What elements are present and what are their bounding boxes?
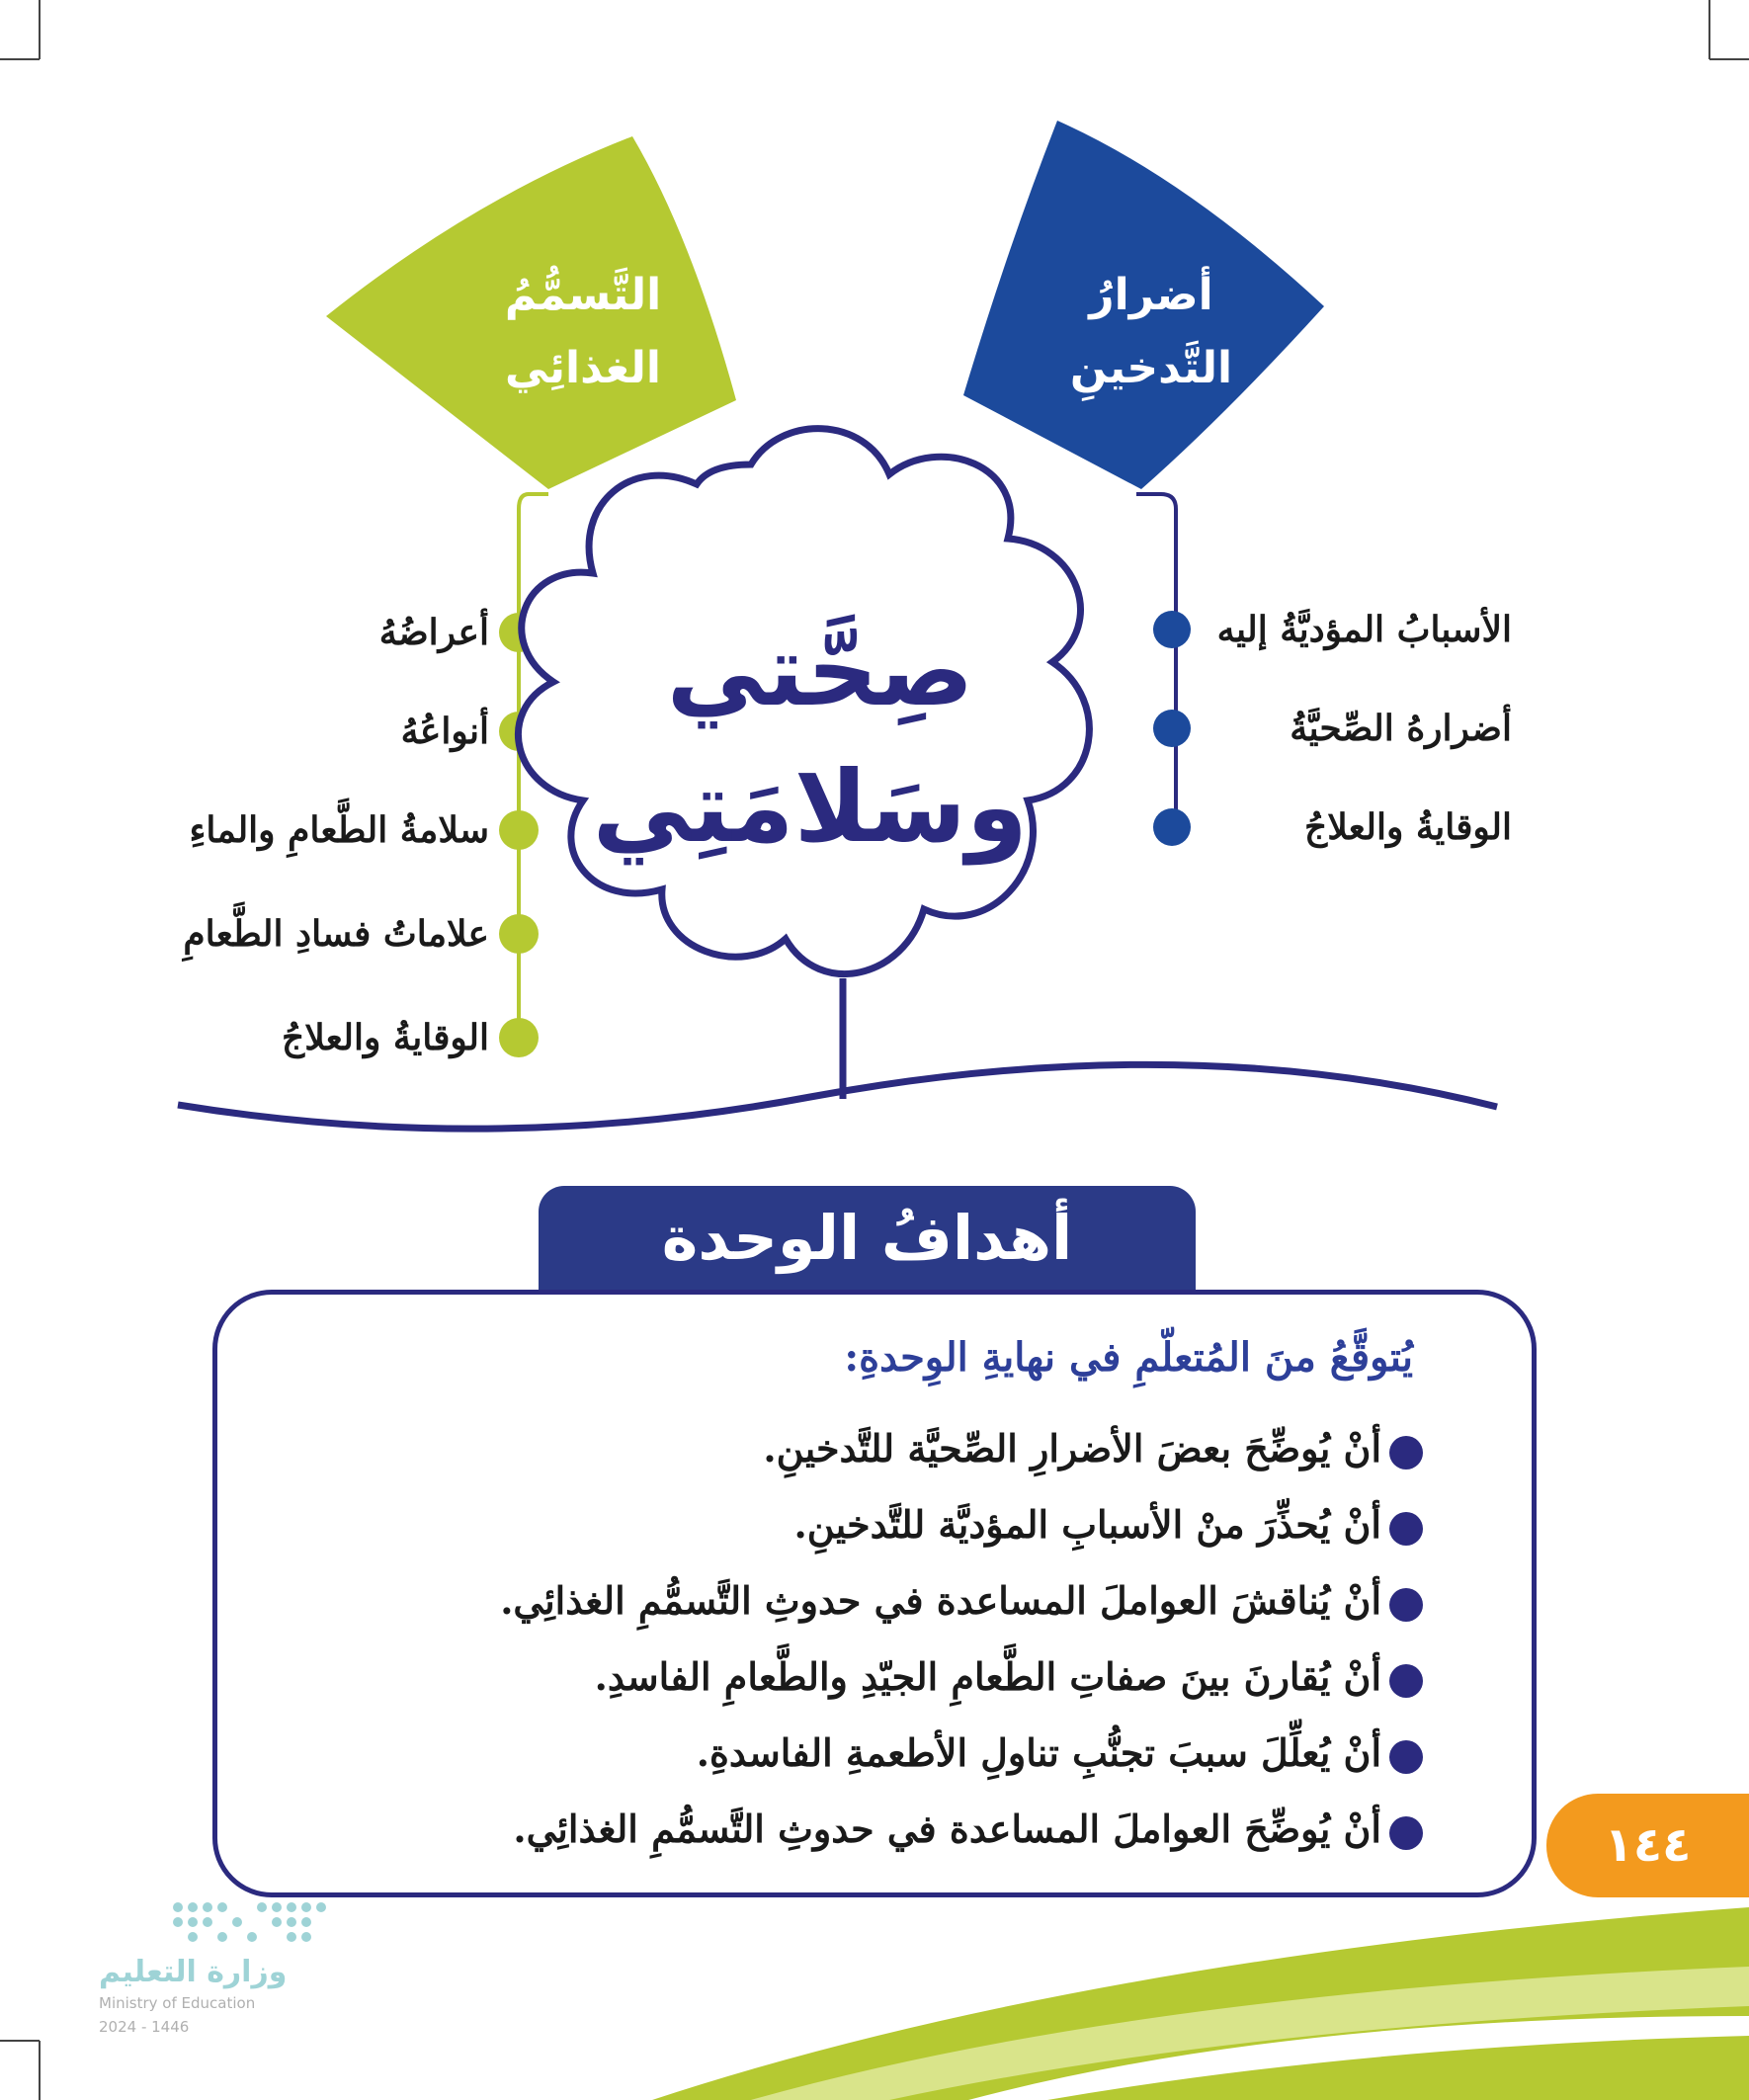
- left-item-food-safety: سلامةُ الطَّعامِ والماءِ: [189, 809, 489, 851]
- goal-item: [763, 1421, 1423, 1476]
- goal-item: [595, 1649, 1423, 1705]
- blue-petal-title-line1: أضرارُ: [1089, 270, 1213, 320]
- goal-item: [697, 1725, 1423, 1781]
- left-item-types: أنواعُهُ: [400, 711, 489, 752]
- green-petal-title: [425, 259, 741, 405]
- center-title-line2: وسَلامَتِي: [592, 749, 1028, 865]
- goals-heading: أهدافُ الوحدة: [539, 1186, 1196, 1290]
- left-item-prevention: الوقايةُ والعلاجُ: [281, 1017, 489, 1058]
- goal-bullet: [1389, 1436, 1423, 1470]
- goal-bullet: [1389, 1512, 1423, 1546]
- left-item-symptoms: أعراضُهُ: [378, 612, 489, 653]
- goal-item: [794, 1497, 1423, 1553]
- blue-petal-title-line2: التَّدخينِ: [1069, 343, 1233, 393]
- right-bullets: [1153, 611, 1191, 846]
- goal-text: أنْ يُناقشَ العواملَ المساعدة في حدوثِ التَّسمُّمِ الغذائِي.: [500, 1578, 1381, 1623]
- ministry-name-ar: وزارة التعليم: [99, 1955, 288, 1989]
- right-item-prevention: الوقايةُ والعلاجُ: [1303, 806, 1512, 848]
- blue-petal-title: [993, 259, 1309, 405]
- center-title-line1: صِحَّتي: [666, 613, 974, 728]
- goal-item: [500, 1573, 1423, 1629]
- goal-text: أنْ يُوضِّحَ العواملَ المساعدة في حدوثِ التَّسمُّمِ الغذائِي.: [513, 1806, 1381, 1851]
- blue-connector-line: [1136, 494, 1176, 830]
- ministry-year: 2024 - 1446: [99, 2018, 190, 2036]
- goal-text: أنْ يُعلِّلَ سببَ تجنُّبِ تناولِ الأطعمةِ الفاسدةِ.: [696, 1730, 1381, 1775]
- goal-text: أنْ يُحذِّرَ منْ الأسبابِ المؤديَّة للتَّدخينِ.: [793, 1502, 1381, 1547]
- goal-bullet: [1389, 1664, 1423, 1698]
- goal-bullet: [1389, 1588, 1423, 1622]
- ground-curve: [178, 1064, 1497, 1129]
- goal-item: [513, 1802, 1423, 1857]
- center-title: [592, 603, 1028, 876]
- goal-text: أنْ يُوضِّحَ بعضَ الأضرارِ الصِّحيَّة للتَّدخينِ.: [763, 1426, 1381, 1470]
- ministry-logo-icon: [173, 1902, 326, 1942]
- goal-text: أنْ يُقارنَ بينَ صفاتِ الطَّعامِ الجيّدِ والطَّعامِ الفاسدِ.: [594, 1654, 1381, 1699]
- goal-bullet: [1389, 1816, 1423, 1850]
- goals-intro: يُتوقَّعُ منَ المُتعلّمِ في نهايةِ الوِحدةِ:: [844, 1334, 1413, 1381]
- goal-bullet: [1389, 1740, 1423, 1774]
- ministry-name-en: Ministry of Education: [99, 1994, 256, 2012]
- green-petal-title-line2: الغذائِي: [505, 343, 661, 393]
- right-item-harms: أضرارهُ الصِّحيَّةُ: [1290, 708, 1512, 749]
- page-number: ١٤٤: [1546, 1794, 1749, 1897]
- green-petal-title-line1: التَّسمُّمُ: [504, 270, 662, 320]
- right-item-causes: الأسبابُ المؤديَّةُ إليه: [1216, 609, 1512, 650]
- left-item-spoilage-signs: علاماتُ فسادِ الطَّعامِ: [183, 913, 489, 955]
